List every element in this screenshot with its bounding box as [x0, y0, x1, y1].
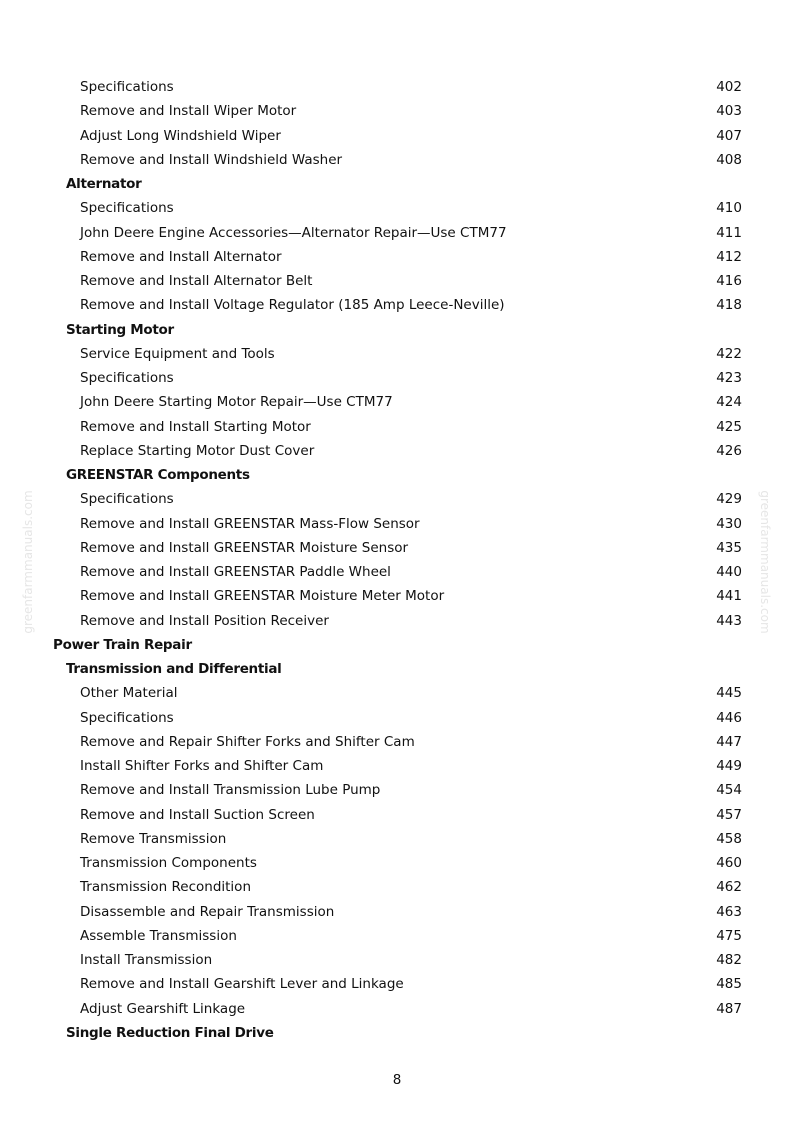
toc-entry-title: Remove and Install GREENSTAR Moisture Sensor: [80, 539, 409, 556]
toc-entry-title: Assemble Transmission: [80, 927, 237, 944]
toc-entry-title: Remove and Install Starting Motor: [80, 418, 311, 435]
toc-entry-title: Remove and Install Alternator: [80, 248, 282, 265]
toc-entry-page-number: 430: [716, 515, 742, 532]
toc-entry-title: Specifications: [80, 709, 174, 726]
toc-entry[interactable]: [0, 196, 794, 220]
toc-entry-title: John Deere Starting Motor Repair—Use CTM77: [80, 394, 393, 411]
toc-heading-title: GREENSTAR Components: [66, 467, 250, 483]
toc-entry-page-number: 487: [716, 1000, 742, 1017]
toc-entry-page-number: 408: [716, 151, 742, 168]
watermark-left-text: greenfarmmanuals.com: [21, 490, 35, 634]
toc-entry-page-number: 410: [716, 200, 742, 217]
toc-entry-page-number: 411: [716, 224, 742, 241]
toc-entry-page-number: 429: [716, 491, 742, 508]
toc-entry[interactable]: [0, 730, 794, 754]
toc-entry-title: Disassemble and Repair Transmission: [80, 903, 335, 920]
toc-entry[interactable]: [0, 900, 794, 924]
toc-entry-page-number: 416: [716, 273, 742, 289]
toc-entry-title: Other Material: [80, 685, 178, 702]
toc-entry[interactable]: [0, 148, 794, 172]
toc-entry-page-number: 402: [716, 79, 742, 95]
toc-entry[interactable]: [0, 487, 794, 511]
toc-entry-title: John Deere Engine Accessories—Alternator Repair—Use CTM77: [80, 224, 507, 241]
toc-entry-page-number: 445: [716, 685, 742, 702]
toc-entry-page-number: 457: [716, 806, 742, 823]
toc-entry[interactable]: [0, 851, 794, 875]
toc-heading-title: Single Reduction Final Drive: [66, 1024, 274, 1041]
toc-heading: [0, 1021, 794, 1045]
toc-entry[interactable]: [0, 269, 794, 293]
toc-entry-page-number: 407: [716, 127, 742, 144]
toc-entry-page-number: 443: [716, 612, 742, 629]
toc-entry[interactable]: [0, 875, 794, 899]
toc-entry[interactable]: [0, 972, 794, 996]
page-number: 8: [392, 1072, 402, 1088]
toc-entry-title: Adjust Long Windshield Wiper: [80, 127, 281, 144]
toc-heading: [0, 657, 794, 681]
toc-entry-page-number: 463: [716, 903, 742, 920]
toc-entry-page-number: 454: [716, 782, 742, 799]
toc-entry-title: Remove and Install GREENSTAR Moisture Meter Motor: [80, 588, 445, 605]
toc-heading: [0, 633, 794, 657]
toc-entry[interactable]: [0, 609, 794, 633]
toc-entry-title: Remove and Install Voltage Regulator (185 Amp Leece-Neville): [80, 297, 505, 314]
toc-entry-title: Remove and Install Suction Screen: [80, 806, 315, 823]
toc-entry[interactable]: [0, 536, 794, 560]
toc-entry-title: Remove and Install Position Receiver: [80, 612, 329, 629]
toc-entry-page-number: 460: [716, 855, 742, 871]
toc-entry-title: Transmission Recondition: [80, 879, 251, 896]
toc-entry[interactable]: [0, 390, 794, 414]
toc-entry-page-number: 446: [716, 709, 742, 726]
toc-entry-page-number: 440: [716, 564, 742, 580]
toc-entry-page-number: 412: [716, 248, 742, 265]
toc-entry[interactable]: [0, 560, 794, 584]
toc-entry-title: Remove and Install Alternator Belt: [80, 273, 313, 289]
toc-entry[interactable]: [0, 415, 794, 439]
toc-entry-title: Remove and Repair Shifter Forks and Shifter Cam: [80, 733, 415, 750]
toc-entry-page-number: 485: [716, 976, 742, 993]
toc-entry-title: Replace Starting Motor Dust Cover: [80, 442, 315, 459]
toc-entry-page-number: 462: [716, 879, 742, 896]
toc-entry-page-number: 422: [716, 345, 742, 362]
toc-entry[interactable]: [0, 706, 794, 730]
toc-entry[interactable]: [0, 293, 794, 317]
toc-entry-page-number: 449: [716, 758, 742, 774]
toc-entry-title: Install Shifter Forks and Shifter Cam: [80, 758, 324, 774]
toc-entry-title: Remove and Install Gearshift Lever and Linkage: [80, 976, 404, 993]
toc-entry-page-number: 441: [716, 588, 742, 605]
toc-entry[interactable]: [0, 342, 794, 366]
toc-entry-title: Specifications: [80, 79, 174, 95]
toc-entry-page-number: 423: [716, 370, 742, 386]
toc-heading: [0, 172, 794, 196]
toc-entry-title: Remove and Install GREENSTAR Paddle Wheel: [80, 564, 391, 580]
toc-entry[interactable]: [0, 584, 794, 608]
toc-entry-page-number: 425: [716, 418, 742, 435]
toc-entry[interactable]: [0, 75, 794, 99]
toc-entry-page-number: 447: [716, 733, 742, 750]
toc-heading: [0, 318, 794, 342]
toc-entry-title: Adjust Gearshift Linkage: [80, 1000, 246, 1017]
toc-entry-page-number: 458: [716, 830, 742, 847]
toc-heading-title: Alternator: [66, 176, 142, 192]
toc-heading-title: Transmission and Differential: [66, 661, 282, 677]
toc-heading-title: Power Train Repair: [53, 636, 192, 653]
watermark-right-text: greenfarmmanuals.com: [758, 490, 772, 634]
toc-heading-title: Starting Motor: [66, 321, 174, 338]
toc-entry-title: Remove and Install Transmission Lube Pump: [80, 782, 381, 799]
toc-entry-page-number: 426: [716, 442, 742, 459]
table-of-contents: [0, 75, 794, 1045]
toc-heading: [0, 463, 794, 487]
toc-entry[interactable]: [0, 827, 794, 851]
toc-entry-title: Specifications: [80, 370, 174, 386]
toc-entry-title: Remove and Install Windshield Washer: [80, 151, 343, 168]
toc-entry-title: Remove Transmission: [80, 830, 227, 847]
toc-entry[interactable]: [0, 245, 794, 269]
toc-entry-page-number: 418: [716, 297, 742, 314]
toc-entry[interactable]: [0, 512, 794, 536]
toc-entry[interactable]: [0, 439, 794, 463]
toc-entry[interactable]: [0, 754, 794, 778]
toc-entry[interactable]: [0, 124, 794, 148]
toc-entry[interactable]: [0, 221, 794, 245]
toc-entry[interactable]: [0, 803, 794, 827]
toc-entry[interactable]: [0, 997, 794, 1021]
toc-entry-title: Remove and Install Wiper Motor: [80, 103, 297, 120]
toc-entry[interactable]: [0, 948, 794, 972]
toc-entry-page-number: 403: [716, 103, 742, 120]
toc-entry[interactable]: [0, 681, 794, 705]
toc-entry-title: Specifications: [80, 200, 174, 217]
toc-entry-title: Transmission Components: [80, 855, 257, 871]
toc-entry-page-number: 424: [716, 394, 742, 411]
toc-entry[interactable]: [0, 778, 794, 802]
toc-entry-page-number: 482: [716, 952, 742, 968]
toc-entry-title: Specifications: [80, 491, 174, 508]
toc-entry-page-number: 435: [716, 539, 742, 556]
toc-entry-page-number: 475: [716, 927, 742, 944]
toc-entry[interactable]: [0, 99, 794, 123]
toc-entry[interactable]: [0, 924, 794, 948]
toc-entry[interactable]: [0, 366, 794, 390]
toc-entry-title: Remove and Install GREENSTAR Mass-Flow Sensor: [80, 515, 420, 532]
toc-entry-title: Install Transmission: [80, 952, 213, 968]
toc-entry-title: Service Equipment and Tools: [80, 345, 275, 362]
